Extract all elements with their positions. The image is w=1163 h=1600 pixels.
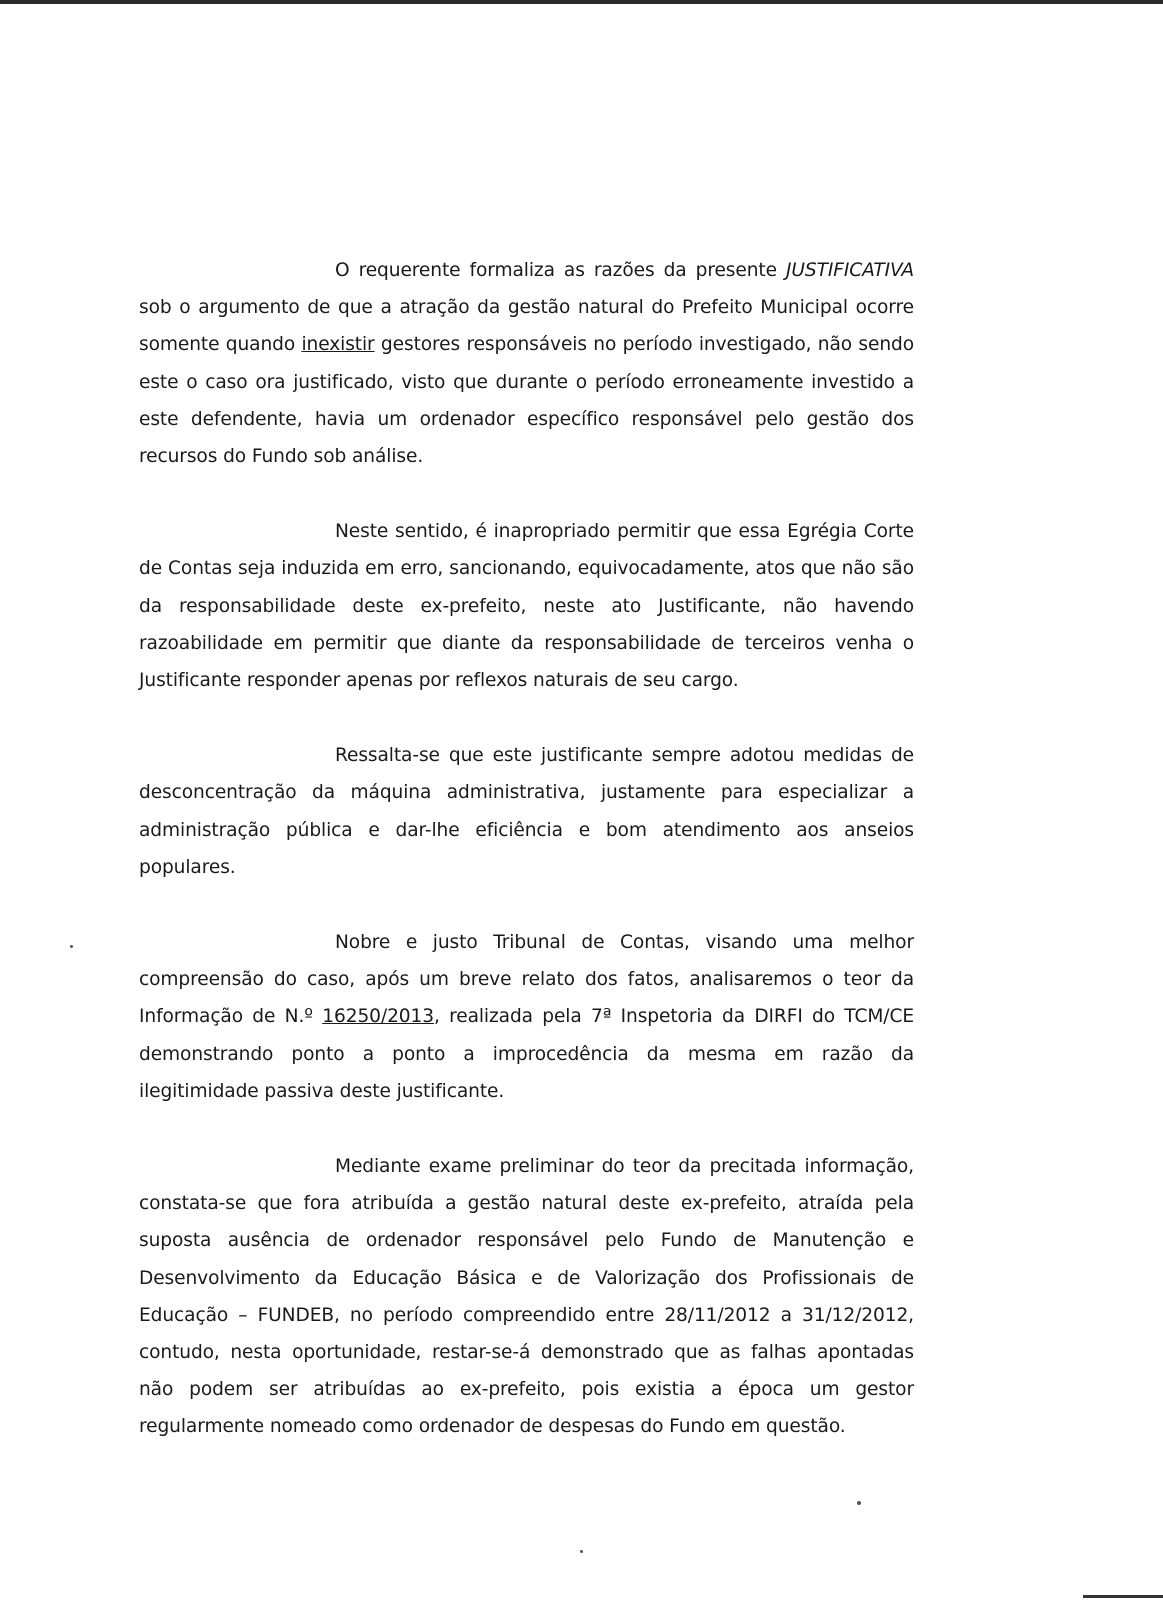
paragraph-2-text: Neste sentido, é inapropriado permitir que essa Egrégia Corte de Contas seja induzida em erro, sancionando, equivocadamente, atos que não são da responsabilidade deste ex-prefeito, neste ato Justificante, não havendo razoabilidade em permitir que diante da responsabilidade de terceiros venha o Justificante responder apenas por reflexos naturais de seu cargo. bbox=[139, 521, 914, 692]
informacao-number-underlined: 16250/2013 bbox=[322, 1006, 434, 1028]
scan-speck bbox=[70, 945, 73, 948]
paragraph-1-part-5: gestores responsáveis no período investigado, não sendo este o caso ora justificado, visto que durante o período erroneamente investido a este defendente, havia um ordenador específico responsável pelo gestão dos recursos do Fundo sob análise. bbox=[139, 334, 914, 468]
paragraph-4 bbox=[139, 924, 914, 1110]
paragraph-1-part-3: sob o argumento de que a atração da gestão natural do Prefeito Municipal ocorre somente quando bbox=[139, 297, 914, 356]
scan-speck bbox=[580, 1550, 583, 1553]
paragraph-1-part-1: O requerente formaliza as razões da presente bbox=[335, 260, 787, 281]
justificativa-emphasis: JUSTIFICATIVA bbox=[786, 260, 914, 281]
paragraph-4-part-3: , realizada pela 7ª Inspetoria da DIRFI do TCM/CE demonstrando ponto a ponto a improcedência da mesma em razão da ilegitimidade passiva deste justificante. bbox=[139, 1006, 914, 1102]
paragraph-3 bbox=[139, 737, 914, 886]
paragraph-5-text: Mediante exame preliminar do teor da precitada informação, constata-se que fora atribuída a gestão natural deste ex-prefeito, atraída pela suposta ausência de ordenador responsável pelo Fundo de Manutenção e Desenvolvimento da Educação Básica e de Valorização dos Profissionais de Educação – FUNDEB, no período compreendido entre 28/11/2012 a 31/12/2012, contudo, nesta oportunidade, restar-se-á demonstrado que as falhas apontadas não podem ser atribuídas ao ex-prefeito, pois existia a época um gestor regularmente nomeado como ordenador de despesas do Fundo em questão. bbox=[139, 1156, 914, 1438]
document-body bbox=[139, 252, 914, 1484]
scan-edge-bottom-right bbox=[1083, 1595, 1163, 1598]
scan-edge-top bbox=[0, 0, 1163, 4]
paragraph-3-text: Ressalta-se que este justificante sempre adotou medidas de desconcentração da máquina administrativa, justamente para especializar a administração pública e dar-lhe eficiência e bom atendimento aos anseios populares. bbox=[139, 745, 914, 878]
paragraph-4-part-1: Nobre e justo Tribunal de Contas, visando uma melhor compreensão do caso, após um breve relato dos fatos, analisaremos o teor da Informação de N.º bbox=[139, 932, 914, 1028]
inexistir-underlined: inexistir bbox=[301, 334, 375, 356]
paragraph-1 bbox=[139, 252, 914, 475]
paragraph-2 bbox=[139, 513, 914, 699]
scan-speck bbox=[857, 1501, 861, 1505]
paragraph-5 bbox=[139, 1148, 914, 1446]
